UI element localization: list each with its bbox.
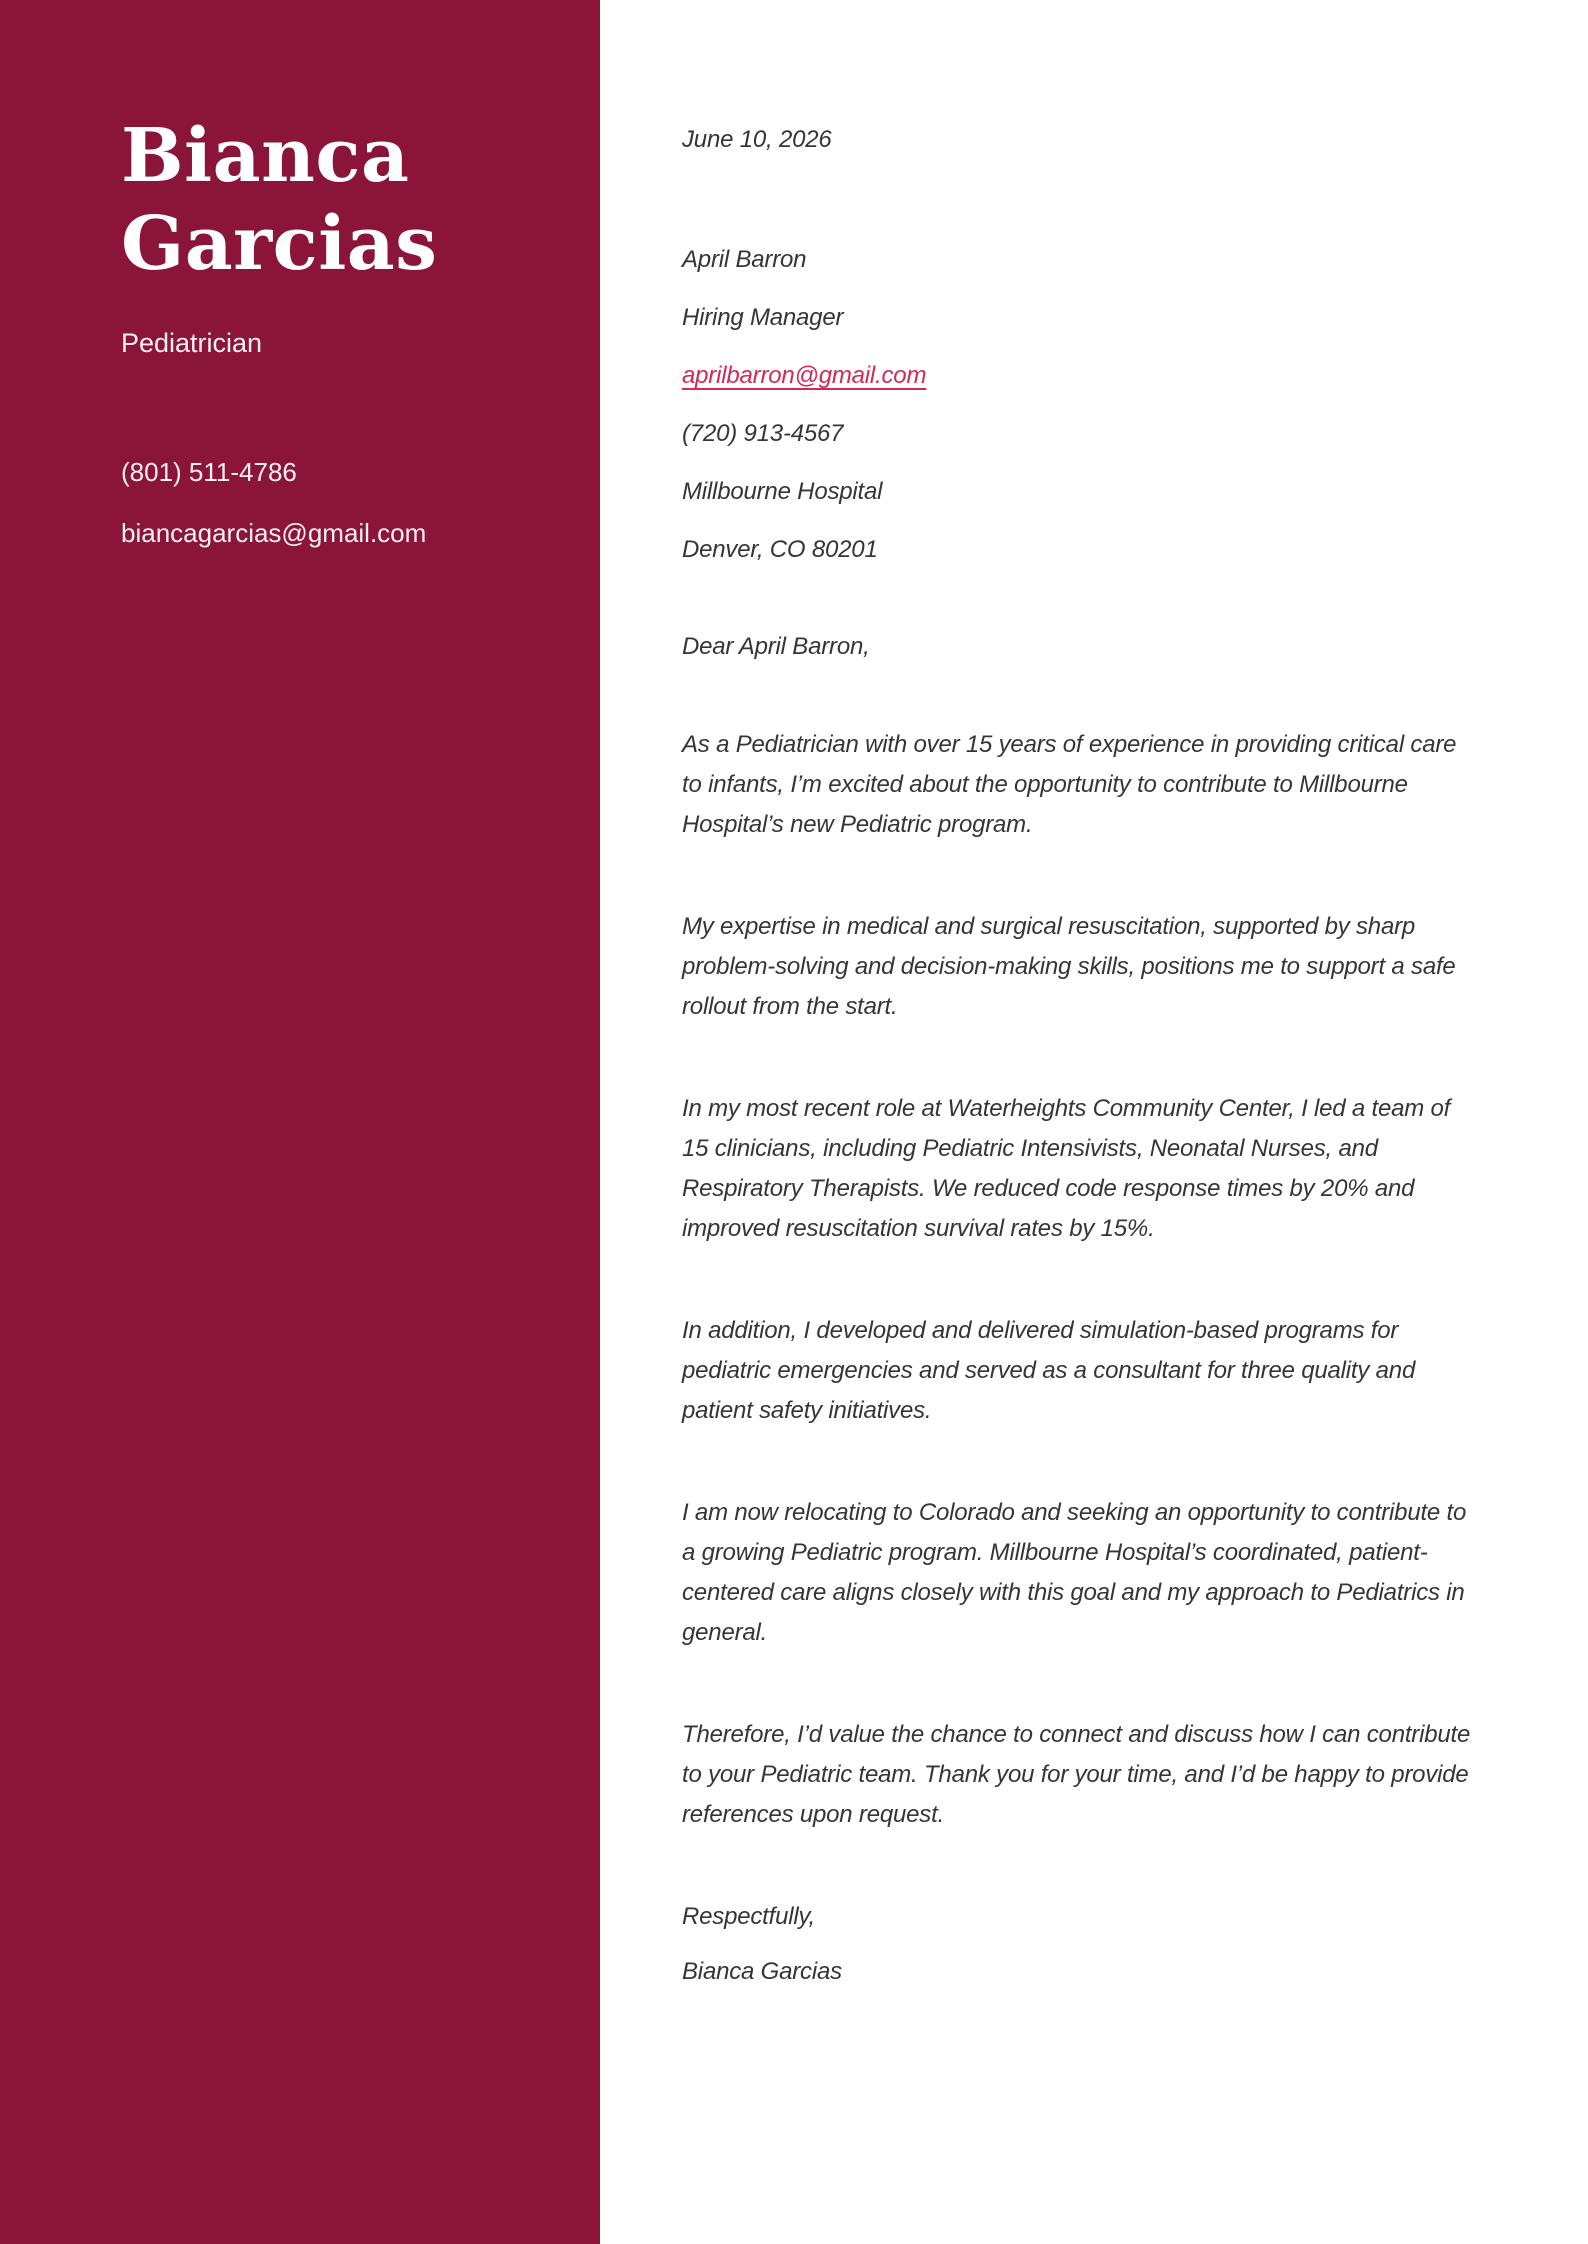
- sidebar: [0, 0, 600, 2244]
- paragraph-expertise: My expertise in medical and surgical resuscitation, supported by sharp problem-solving and decision-making skills, positions me to support a safe rollout from the start.: [682, 913, 1456, 1020]
- candidate-email: biancagarcias@gmail.com: [121, 518, 427, 548]
- recipient-company: Millbourne Hospital: [682, 478, 883, 505]
- paragraph-programs: In addition, I developed and delivered simulation-based programs for pediatric emergencies and served as a consultant for three quality and patient safety initiatives.: [682, 1317, 1416, 1424]
- paragraph-recent-role: In my most recent role at Waterheights Community Center, I led a team of 15 clinicians, including Pediatric Intensivists, Neonatal Nurses, and Respiratory Therapists. We reduced code response times by 20% and improved resuscitation survival rates by 15%.: [682, 1095, 1451, 1242]
- letter-body: [600, 0, 1588, 2244]
- salutation: Dear April Barron,: [682, 633, 870, 660]
- candidate-phone: (801) 511-4786: [121, 457, 297, 487]
- recipient-email-line: [682, 356, 1478, 396]
- candidate-name: Bianca Garcias: [121, 113, 438, 287]
- candidate-job-title: Pediatrician: [121, 328, 263, 358]
- signature-name: Bianca Garcias: [682, 1958, 842, 1985]
- recipient-name: April Barron: [682, 246, 807, 273]
- contact-block: [121, 456, 540, 550]
- closing: Respectfully,: [682, 1903, 816, 1930]
- paragraph-relocation: I am now relocating to Colorado and seeking an opportunity to contribute to a growing Pediatric program. Millbourne Hospital’s coordinated, patient-centered care aligns closely with this goal and my approach to Pediatrics in general.: [682, 1499, 1467, 1646]
- paragraph-call-to-action: Therefore, I’d value the chance to connect and discuss how I can contribute to your Pediatric team. Thank you for your time, and I’d be happy to provide references upon request.: [682, 1721, 1471, 1828]
- recipient-phone: (720) 913-4567: [682, 420, 844, 447]
- letter-date: June 10, 2026: [682, 126, 832, 153]
- recipient-block: [682, 240, 1478, 570]
- recipient-location: Denver, CO 80201: [682, 536, 878, 563]
- paragraph-intro: As a Pediatrician with over 15 years of experience in providing critical care to infants, I’m excited about the opportunity to contribute to Millbourne Hospital’s new Pediatric program.: [682, 731, 1457, 838]
- recipient-email-link[interactable]: aprilbarron@gmail.com: [682, 362, 927, 389]
- recipient-role: Hiring Manager: [682, 304, 844, 331]
- letter-content: [682, 120, 1478, 1992]
